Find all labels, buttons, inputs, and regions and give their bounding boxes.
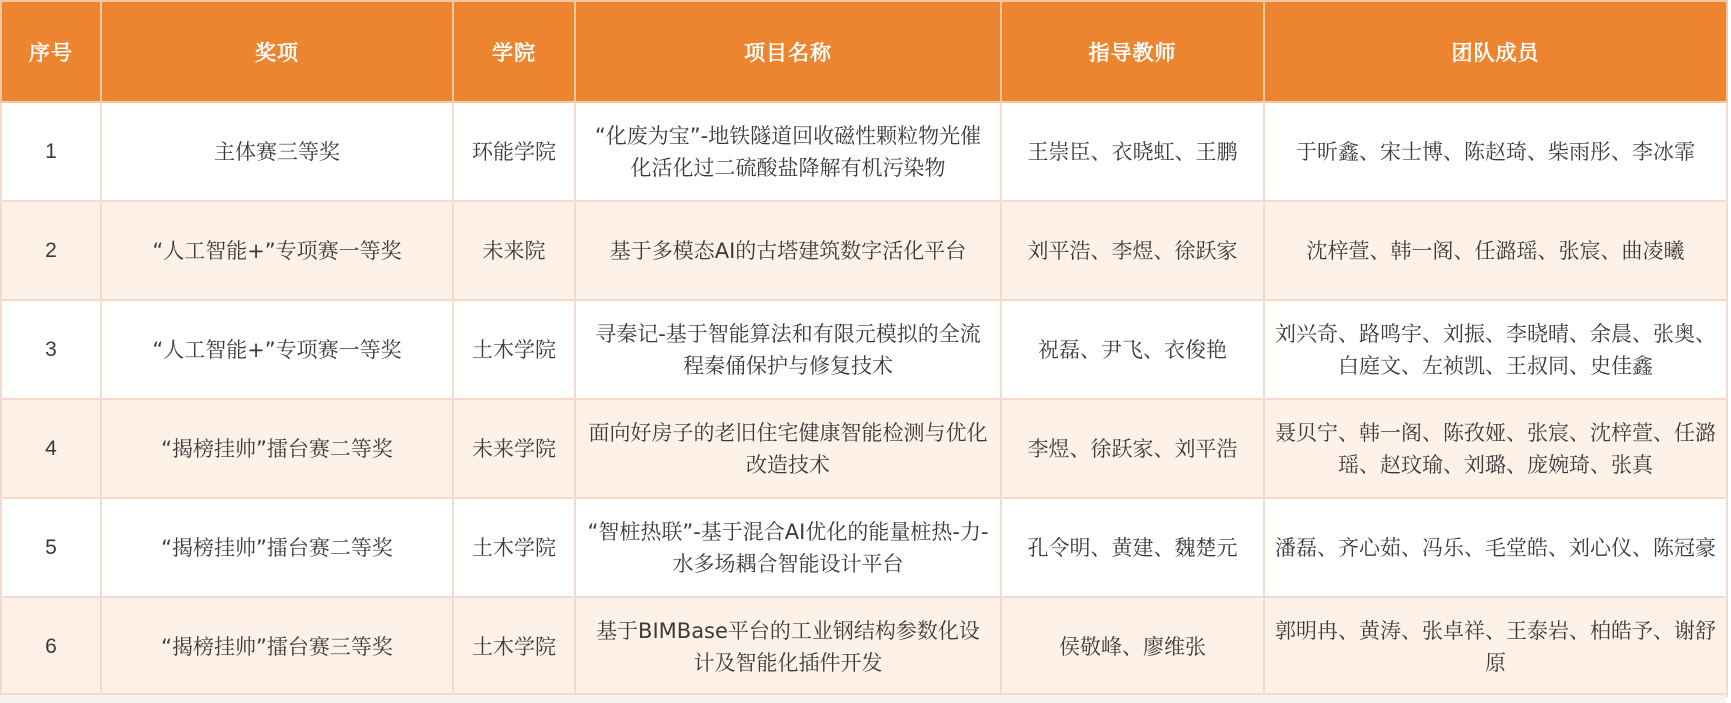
cell-advisors: 孔令明、黄建、魏楚元 [1001,498,1264,597]
table-row [1,300,1727,399]
cell-college: 土木学院 [453,300,575,399]
header-project: 项目名称 [575,1,1001,102]
cell-project: 基于多模态AI的古塔建筑数字活化平台 [575,201,1001,300]
table-row [1,102,1727,201]
cell-members: 郭明冉、黄涛、张卓祥、王泰岩、柏皓予、谢舒原 [1264,597,1727,696]
cell-members: 刘兴奇、路鸣宇、刘振、李晓晴、余晨、张奥、白庭文、左祯凯、王叔同、史佳鑫 [1264,300,1727,399]
table-row [1,498,1727,597]
cell-members: 聂贝宁、韩一阁、陈孜娅、张宸、沈梓萱、任潞瑶、赵玟瑜、刘璐、庞婉琦、张真 [1264,399,1727,498]
cell-advisors: 侯敬峰、廖维张 [1001,597,1264,696]
cell-award: 主体赛三等奖 [101,102,453,201]
header-members: 团队成员 [1264,1,1727,102]
cell-project: “智桩热联”-基于混合AI优化的能量桩热-力-水多场耦合智能设计平台 [575,498,1001,597]
cell-college: 土木学院 [453,597,575,696]
cell-members: 潘磊、齐心茹、冯乐、毛堂皓、刘心仪、陈冠豪 [1264,498,1727,597]
cell-award: “揭榜挂帅”擂台赛二等奖 [101,498,453,597]
cell-index: 5 [1,498,101,597]
cell-members: 沈梓萱、韩一阁、任潞瑶、张宸、曲凌曦 [1264,201,1727,300]
table-row [1,201,1727,300]
table-bottom-edge [0,693,1726,703]
cell-index: 1 [1,102,101,201]
cell-award: “人工智能+”专项赛一等奖 [101,201,453,300]
cell-project: 面向好房子的老旧住宅健康智能检测与优化改造技术 [575,399,1001,498]
table-header-row [1,1,1727,102]
cell-award: “揭榜挂帅”擂台赛二等奖 [101,399,453,498]
cell-advisors: 王崇臣、衣晓虹、王鹏 [1001,102,1264,201]
header-index: 序号 [1,1,101,102]
cell-advisors: 祝磊、尹飞、衣俊艳 [1001,300,1264,399]
cell-index: 2 [1,201,101,300]
cell-college: 土木学院 [453,498,575,597]
cell-index: 4 [1,399,101,498]
cell-index: 3 [1,300,101,399]
cell-project: 寻秦记-基于智能算法和有限元模拟的全流程秦俑保护与修复技术 [575,300,1001,399]
cell-project: “化废为宝”-地铁隧道回收磁性颗粒物光催化活化过二硫酸盐降解有机污染物 [575,102,1001,201]
table-row [1,399,1727,498]
cell-project: 基于BIMBase平台的工业钢结构参数化设计及智能化插件开发 [575,597,1001,696]
cell-college: 环能学院 [453,102,575,201]
cell-award: “揭榜挂帅”擂台赛三等奖 [101,597,453,696]
cell-advisors: 李煜、徐跃家、刘平浩 [1001,399,1264,498]
cell-advisors: 刘平浩、李煜、徐跃家 [1001,201,1264,300]
cell-award: “人工智能+”专项赛一等奖 [101,300,453,399]
table-row [1,597,1727,696]
header-advisors: 指导教师 [1001,1,1264,102]
cell-index: 6 [1,597,101,696]
header-college: 学院 [453,1,575,102]
cell-members: 于昕鑫、宋士博、陈赵琦、柴雨彤、李冰霏 [1264,102,1727,201]
cell-college: 未来院 [453,201,575,300]
header-award: 奖项 [101,1,453,102]
cell-college: 未来学院 [453,399,575,498]
